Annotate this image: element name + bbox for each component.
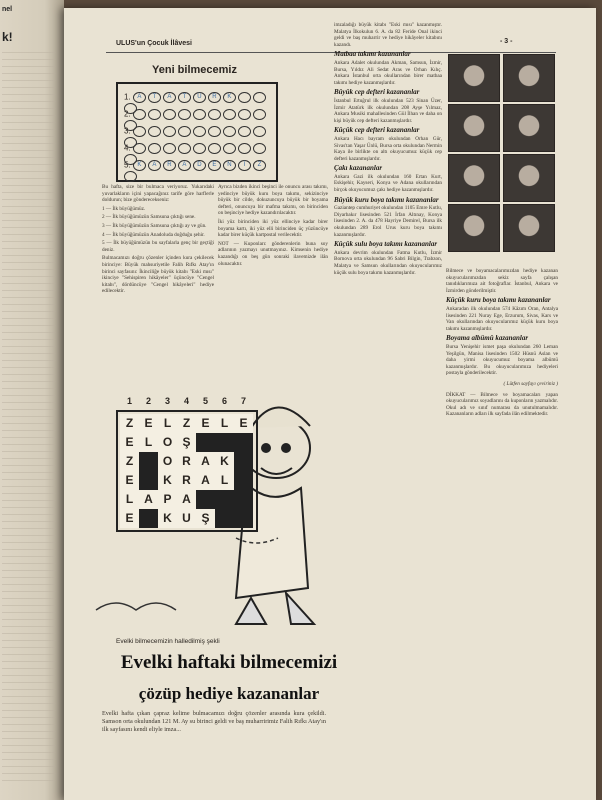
crossword-letter-cell: Ş [177, 433, 196, 452]
crossword-letter-cell: E [120, 471, 139, 490]
section-text: Ankara Gazi ilk okulundan 160 Ertan Kurt, Eskişehir, Kayseri, Konya ve Adana okullarından birçok okuyucumuz çakı hediye kazanmışlardır. [334, 173, 442, 194]
crossword-letter-cell: E [196, 414, 215, 433]
intro-paragraph: 4 — İlk büyüğümüzün Anadoluda doğduğu şehir. [102, 231, 205, 238]
section-heading: Matbaa takımı kazananlar [334, 50, 411, 59]
crossword-letter-cell: A [196, 452, 215, 471]
puzzle-row [124, 160, 276, 182]
intro-paragraph: 3 — İlk büyüğümüzün Samsuna çıktığı ay ve gün. [102, 222, 207, 229]
crossword-letter-cell: K [158, 471, 177, 490]
results-headline-line2: çözüp hediye kazananlar [138, 684, 320, 703]
crossword-letter-cell: U [177, 509, 196, 528]
puzzle-letter-circle: R [163, 160, 176, 171]
crossword-column-number: 6 [221, 396, 227, 406]
puzzle-letter-circle [253, 143, 266, 154]
middle-column [334, 22, 442, 278]
puzzle-letter-circle [163, 126, 176, 137]
crossword-letter-cell: E [139, 414, 158, 433]
crossword-black-cell [234, 433, 253, 452]
section-text: Ankara devrim okulundan Fatma Kutlu, İzmir Bornova orta okulundan 96 Sabri Bilgin, Trabzon, Malatya ve Samsun okullarından okuyucularımız küçük sulu boya takımı kazanmışlardır. [334, 249, 442, 276]
crossword-letter-cell: L [139, 433, 158, 452]
puzzle-row-number: 1. [124, 92, 133, 102]
puzzle-letter-circle [193, 109, 206, 120]
crossword-letter-cell: L [215, 471, 234, 490]
crossword-black-cell [234, 452, 253, 471]
intro-column-1 [102, 184, 214, 297]
crossword-black-cell [139, 471, 158, 490]
section-text: Gaziantep cumhuriyet okulundan 1105 Emre Kutlu, Diyarbakır lisesinden 521 İrfan Altınay, Konya lisesinden 2. A. da 478 Hayriye Demirel, Bursa ilk okulundan 289 Erol Urus kuru boya takımı kazanmışlardır. [334, 205, 442, 238]
intro-paragraph: 5 — İlk büyüğümüzün bu sayfalarla genç bir geçtiği deniz. [102, 240, 214, 253]
crossword-black-cell [215, 433, 234, 452]
puzzle-letter-circle [178, 109, 191, 120]
intro-paragraph: Ayrıca bizden ikinci beşinci ile onuncu arası takımı, yedinciye büyük kuru boya takımı, sekizinciye büyük bir cilde, dokuzuncuya büyük bir boyama defteri, onuncuya bir mafma takımı, on birinciden on beşinciye hediye kazandırılacaktır. [218, 184, 328, 217]
crossword-letter-cell: E [234, 414, 253, 433]
puzzle-letter-circle [178, 143, 191, 154]
puzzle-letter-circle [253, 109, 266, 120]
crossword-letter-cell: L [120, 490, 139, 509]
crossword-letter-cell: A [177, 490, 196, 509]
puzzle-letter-circle: T [178, 92, 191, 103]
section-text: Ankaradan ilk okulundan 574 Kâzım Oran, Antalya lisesinden 221 Nuray Ege, Erzurum, Sivas, Kars ve Van okullarından okuyucularımız küçük kuru boya takımı kazanmışlardır. [446, 305, 558, 332]
intro-paragraph: 1 — İlk büyüğümüz. [102, 205, 146, 212]
puzzle-letter-circle [238, 143, 251, 154]
puzzle-letter-circle: K [223, 92, 236, 103]
puzzle-letter-circle: E [208, 160, 221, 171]
intro-paragraph: NOT — Kuponları: gönderenlerin buna soy adlarının yazmayı unutmayınız. Kimsenin hediye kazandığı on beş gün sonraki ilavemizde ilân olunacaktır. [218, 240, 328, 267]
results-text: Evelki hafta çıkan çapraz kelime bulmacamızı doğru çözenler arasında kura çekildi. Samson orta okulundan 121 M. Ay su birinci geldi ve baş muharririmiz Falih Rıfkı Atay'ın ilk sayfasını kendi eliyle imza... [102, 710, 326, 733]
crossword-letter-cell: R [177, 452, 196, 471]
portrait-photo [503, 54, 555, 102]
left-page-edge [0, 0, 64, 800]
puzzle-letter-circle [223, 109, 236, 120]
left-page-text [2, 52, 56, 782]
portrait-photo [503, 204, 555, 252]
crossword-letter-cell: E [120, 509, 139, 528]
section-heading: Küçük sulu boya takımı kazananlar [334, 240, 438, 249]
crossword-illustration [86, 388, 318, 650]
header-rule [106, 52, 556, 53]
puzzle-letter-circle [238, 126, 251, 137]
crossword-letter-cell: K [215, 452, 234, 471]
section-text: İstanbul Ertuğrul ilk okulundan 523 Sinan Üzer, İzmir Atatürk ilk okulundan 208 Ayşe Yılmaz, Ankara Musiki mahallesinden Gül İlhan ve daha on kişi büyük cep defteri kazanmışlardır. [334, 97, 442, 124]
intro-column-2 [218, 184, 328, 269]
puzzle-letter-circle: A [133, 92, 146, 103]
section-heading: Boyama albümü kazananlar [446, 334, 529, 343]
crossword-column-number: 3 [164, 396, 170, 406]
right-column [446, 268, 558, 420]
crossword-letter-cell: Z [177, 414, 196, 433]
crossword-black-cell [196, 433, 215, 452]
left-page-mark: k! [2, 30, 13, 44]
crossword-black-cell [139, 509, 158, 528]
puzzle-letter-circle [133, 109, 146, 120]
puzzle-letter-circle: A [178, 160, 191, 171]
portrait-photo [503, 104, 555, 152]
puzzle-letter-circle [193, 126, 206, 137]
crossword-column-number: 7 [240, 396, 246, 406]
puzzle-letter-circle: R [208, 92, 221, 103]
puzzle-letter-circle [133, 126, 146, 137]
crossword-letter-cell: K [158, 509, 177, 528]
crossword-grid [116, 410, 258, 532]
crossword-black-cell [234, 490, 253, 509]
puzzle-letter-circle [163, 109, 176, 120]
section-text: Bursa Yenişehir ismet paşa okulundan 260 Leman Yeşilgün, Manisa lisesinden 1502 Hüsnü Aslan ve daha yirmi okuyucumuz boyama albümü kazanmışlardır. Bu okuyucularımıza hediyeleri postayla gönderilecektir. [446, 343, 558, 377]
crossword-letter-cell: L [158, 414, 177, 433]
puzzle-letter-circle [124, 171, 137, 182]
section-heading: Büyük kuru boya takımı kazananlar [334, 195, 439, 204]
section-heading: Çakı kazananlar [334, 164, 383, 173]
puzzle-letter-circle [238, 92, 251, 103]
crossword-letter-cell: Z [120, 452, 139, 471]
puzzle-letter-circle [253, 92, 266, 103]
puzzle-letter-circle [133, 143, 146, 154]
crossword-letter-cell: E [120, 433, 139, 452]
crossword-letter-cell: A [139, 490, 158, 509]
notice-text: DİKKAT — Bilmece ve boyamacaları yapan okuyucularımız soyadlarını da kuponların yazmalıdır. Okul adı ve sınıf numarası da unutulmamalıdır. Kazananların adları ilk sayfada ilân edilmektedir. [446, 391, 558, 418]
puzzle-letter-circle [178, 126, 191, 137]
puzzle-letter-circle: A [148, 160, 161, 171]
puzzle-letter-circle: N [223, 160, 236, 171]
intro-paragraph: 2 — İlk büyüğümüzün Samsuna çıktığı sene. [102, 214, 196, 221]
puzzle-letter-circle: K [133, 160, 146, 171]
crossword-letter-cell: P [158, 490, 177, 509]
crossword-letter-cell: L [215, 414, 234, 433]
puzzle-letter-circle [148, 109, 161, 120]
crossword-black-cell [215, 509, 234, 528]
crossword-caption: Evelki bilmecemizin halledilmiş şekli [116, 638, 220, 645]
puzzle-letter-circle: İ [238, 160, 251, 171]
section-heading: Küçük cep defteri kazananlar [334, 126, 420, 135]
puzzle-letter-circle [208, 143, 221, 154]
portrait-photo [448, 204, 500, 252]
section-text: Ankara Adalet okulundan Akman, Samsun, İzmir, Bursa, Yıldız Ali Sedat Aras ve Orhan Kılıç. Ankara İstanbul orta okullarından birer matbaa takımı hediye kazanmışlardır. [334, 59, 442, 86]
puzzle-letter-circle: D [193, 160, 206, 171]
puzzle-letter-circle: A [163, 92, 176, 103]
puzzle-letter-circle: Z [253, 160, 266, 171]
crossword-column-number: 2 [145, 396, 151, 406]
crossword-black-cell [139, 452, 158, 471]
crossword-black-cell [234, 509, 253, 528]
puzzle-letter-circle [193, 143, 206, 154]
puzzle-letter-circle [223, 143, 236, 154]
crossword-letter-cell: O [158, 433, 177, 452]
puzzle-title: Yeni bilmecemiz [152, 64, 237, 76]
portrait-photo [503, 154, 555, 202]
crossword-black-cell [215, 490, 234, 509]
crossword-column-number: 5 [202, 396, 208, 406]
puzzle-letter-circle [238, 109, 251, 120]
puzzle-letter-circle [253, 126, 266, 137]
section-heading: Büyük cep defteri kazananlar [334, 88, 420, 97]
puzzle-row-number: 5. [124, 160, 133, 170]
crossword-black-cell [234, 471, 253, 490]
puzzle-letter-circle [148, 143, 161, 154]
puzzle-row-number: 4. [124, 143, 133, 153]
middle-intro: imzaladığı büyük kitabı "Eski mısı" kazanmıştır. Malatya İlkokulun 6. A. da 82 Feride Onal ikinci geldi ve baş muharrir ve hediye hikâyeler kitabını kazandı. [334, 22, 442, 48]
crossword-letter-cell: R [177, 471, 196, 490]
newspaper-page [64, 8, 596, 800]
continued-note: ( Lütfen sayfayı çeviriniz ) [503, 380, 558, 387]
intro-paragraph: İki yüz birinciden iki yüz ellinciye kadar birer boyama kartı, iki yüz elli birinciden üç yüzüncüye kadar birer küçük kartpostal verilecektir. [218, 218, 328, 239]
crossword-column-number: 4 [183, 396, 189, 406]
crossword-letter-cell: Z [120, 414, 139, 433]
portrait-photo [448, 54, 500, 102]
portrait-photo [448, 104, 500, 152]
crossword-letter-cell: Ş [196, 509, 215, 528]
crossword-letter-cell: O [158, 452, 177, 471]
puzzle-row-number: 2. [124, 109, 133, 119]
intro-paragraph: Bulmacamızı doğru çözenler içinden kura çekilecek birinciye: Büyük mahsuriyetile Falih Rıfkı Atay'ın birinci sayfasını: İkinciliğe büyük kitabı "Eski mısı" ikinciye "Sehispiren hikâyeler" üçüncüye "Cengel kitabı", dördüncüye "Cengel hikâyeleri" hediye edilecektir. [102, 255, 214, 295]
crossword-letter-cell: A [196, 471, 215, 490]
puzzle-letter-circle: Ü [193, 92, 206, 103]
puzzle-letter-circle [208, 109, 221, 120]
puzzle-letter-circle [163, 143, 176, 154]
results-headline-line1: Evelki haftaki bilmecemizi [120, 652, 338, 673]
crossword-column-number: 1 [126, 396, 132, 406]
puzzle-letter-circle: T [148, 92, 161, 103]
intro-paragraph: Bu hafta, size bir bulmaca veriyoruz. Yukarıdaki yuvarlakların içini yapacağınız tarife göre harflerle doldurun; bize gönderecekseniz: [102, 184, 214, 204]
crossword-black-cell [196, 490, 215, 509]
puzzle-letter-circle [148, 126, 161, 137]
photo-caption: Bilmece ve boyamacalarımızdan hediye kazanan okuyucularımızdan sekiz sayfa çalışan tanıdıklarımıza ait fotoğraflar. İstanbul, Ankara ve İzmirden gönderilmiştir. [446, 268, 558, 294]
section-text: Ankara Hacı bayram okulundan Orhan Gür, Sivas'tan Yaşar Ünlü, Bursa orta okulundan Nermin Kaya ile birlikte on altı okuyucumuz küçük cep defteri kazanmışlardır. [334, 135, 442, 162]
portrait-photo [448, 154, 500, 202]
page-number: - 3 - [500, 38, 513, 45]
puzzle-letter-circle [223, 126, 236, 137]
puzzle-letter-circle [208, 126, 221, 137]
section-heading: Küçük kuru boya takımı kazananlar [446, 296, 551, 305]
puzzle-frame [116, 82, 278, 182]
puzzle-row-number: 3. [124, 126, 133, 136]
masthead: ULUS'un Çocuk İlâvesi [116, 40, 192, 47]
left-page-header: nel [2, 6, 13, 13]
